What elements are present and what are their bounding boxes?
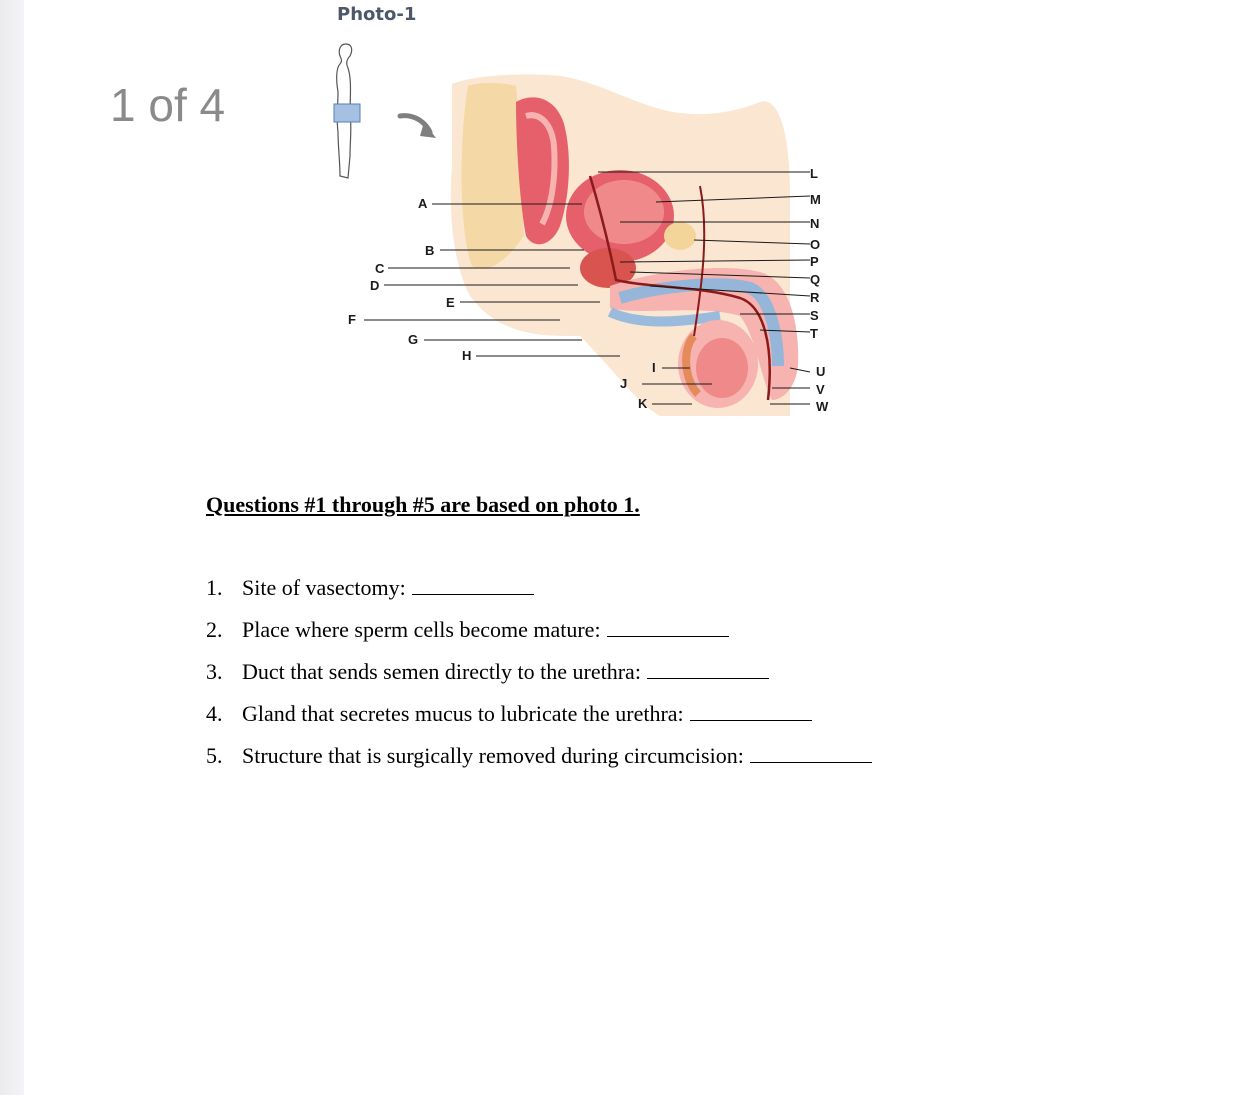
- label-i: I: [652, 360, 656, 375]
- question-item: [206, 742, 872, 784]
- question-item: [206, 658, 872, 700]
- answer-blank[interactable]: [690, 700, 812, 721]
- label-n: N: [810, 216, 820, 231]
- answer-blank[interactable]: [750, 742, 872, 763]
- question-text: Duct that sends semen directly to the urethra:: [242, 659, 641, 684]
- label-e: E: [446, 295, 455, 310]
- question-text: Gland that secretes mucus to lubricate the urethra:: [242, 701, 684, 726]
- question-list: [206, 574, 872, 784]
- label-d: D: [370, 278, 380, 293]
- questions-heading: Questions #1 through #5 are based on photo 1.: [206, 492, 640, 517]
- label-b: B: [425, 243, 435, 258]
- label-m: M: [810, 192, 821, 207]
- label-r: R: [810, 290, 820, 305]
- question-number: 2.: [206, 617, 223, 642]
- question-number: 5.: [206, 743, 223, 768]
- anatomy-illustration: [320, 36, 860, 426]
- label-q: Q: [810, 272, 821, 287]
- question-text: Site of vasectomy:: [242, 575, 406, 600]
- label-l: L: [810, 166, 818, 181]
- photo-title: Photo-1: [337, 4, 417, 25]
- anatomy-diagram: [320, 36, 860, 426]
- question-number: 1.: [206, 575, 223, 600]
- label-j: J: [620, 376, 628, 391]
- label-g: G: [408, 332, 419, 347]
- viewer-edge: [0, 0, 24, 1095]
- label-a: A: [418, 196, 428, 211]
- label-s: S: [810, 308, 819, 323]
- label-o: O: [810, 237, 821, 252]
- label-h: H: [462, 348, 472, 363]
- question-item: [206, 616, 872, 658]
- label-k: K: [638, 396, 648, 411]
- label-c: C: [375, 261, 385, 276]
- body-figure-icon: [334, 44, 436, 178]
- question-number: 3.: [206, 659, 223, 684]
- label-u: U: [816, 364, 826, 379]
- answer-blank[interactable]: [647, 658, 769, 679]
- question-item: [206, 700, 872, 742]
- label-v: V: [816, 382, 825, 397]
- question-text: Place where sperm cells become mature:: [242, 617, 601, 642]
- label-t: T: [810, 326, 818, 341]
- question-item: [206, 574, 872, 616]
- label-f: F: [348, 312, 356, 327]
- answer-blank[interactable]: [412, 574, 534, 595]
- answer-blank[interactable]: [607, 616, 729, 637]
- label-p: P: [810, 254, 819, 269]
- question-text: Structure that is surgically removed during circumcision:: [242, 743, 744, 768]
- page-indicator: 1 of 4: [110, 79, 226, 131]
- label-w: W: [816, 399, 829, 414]
- question-number: 4.: [206, 701, 223, 726]
